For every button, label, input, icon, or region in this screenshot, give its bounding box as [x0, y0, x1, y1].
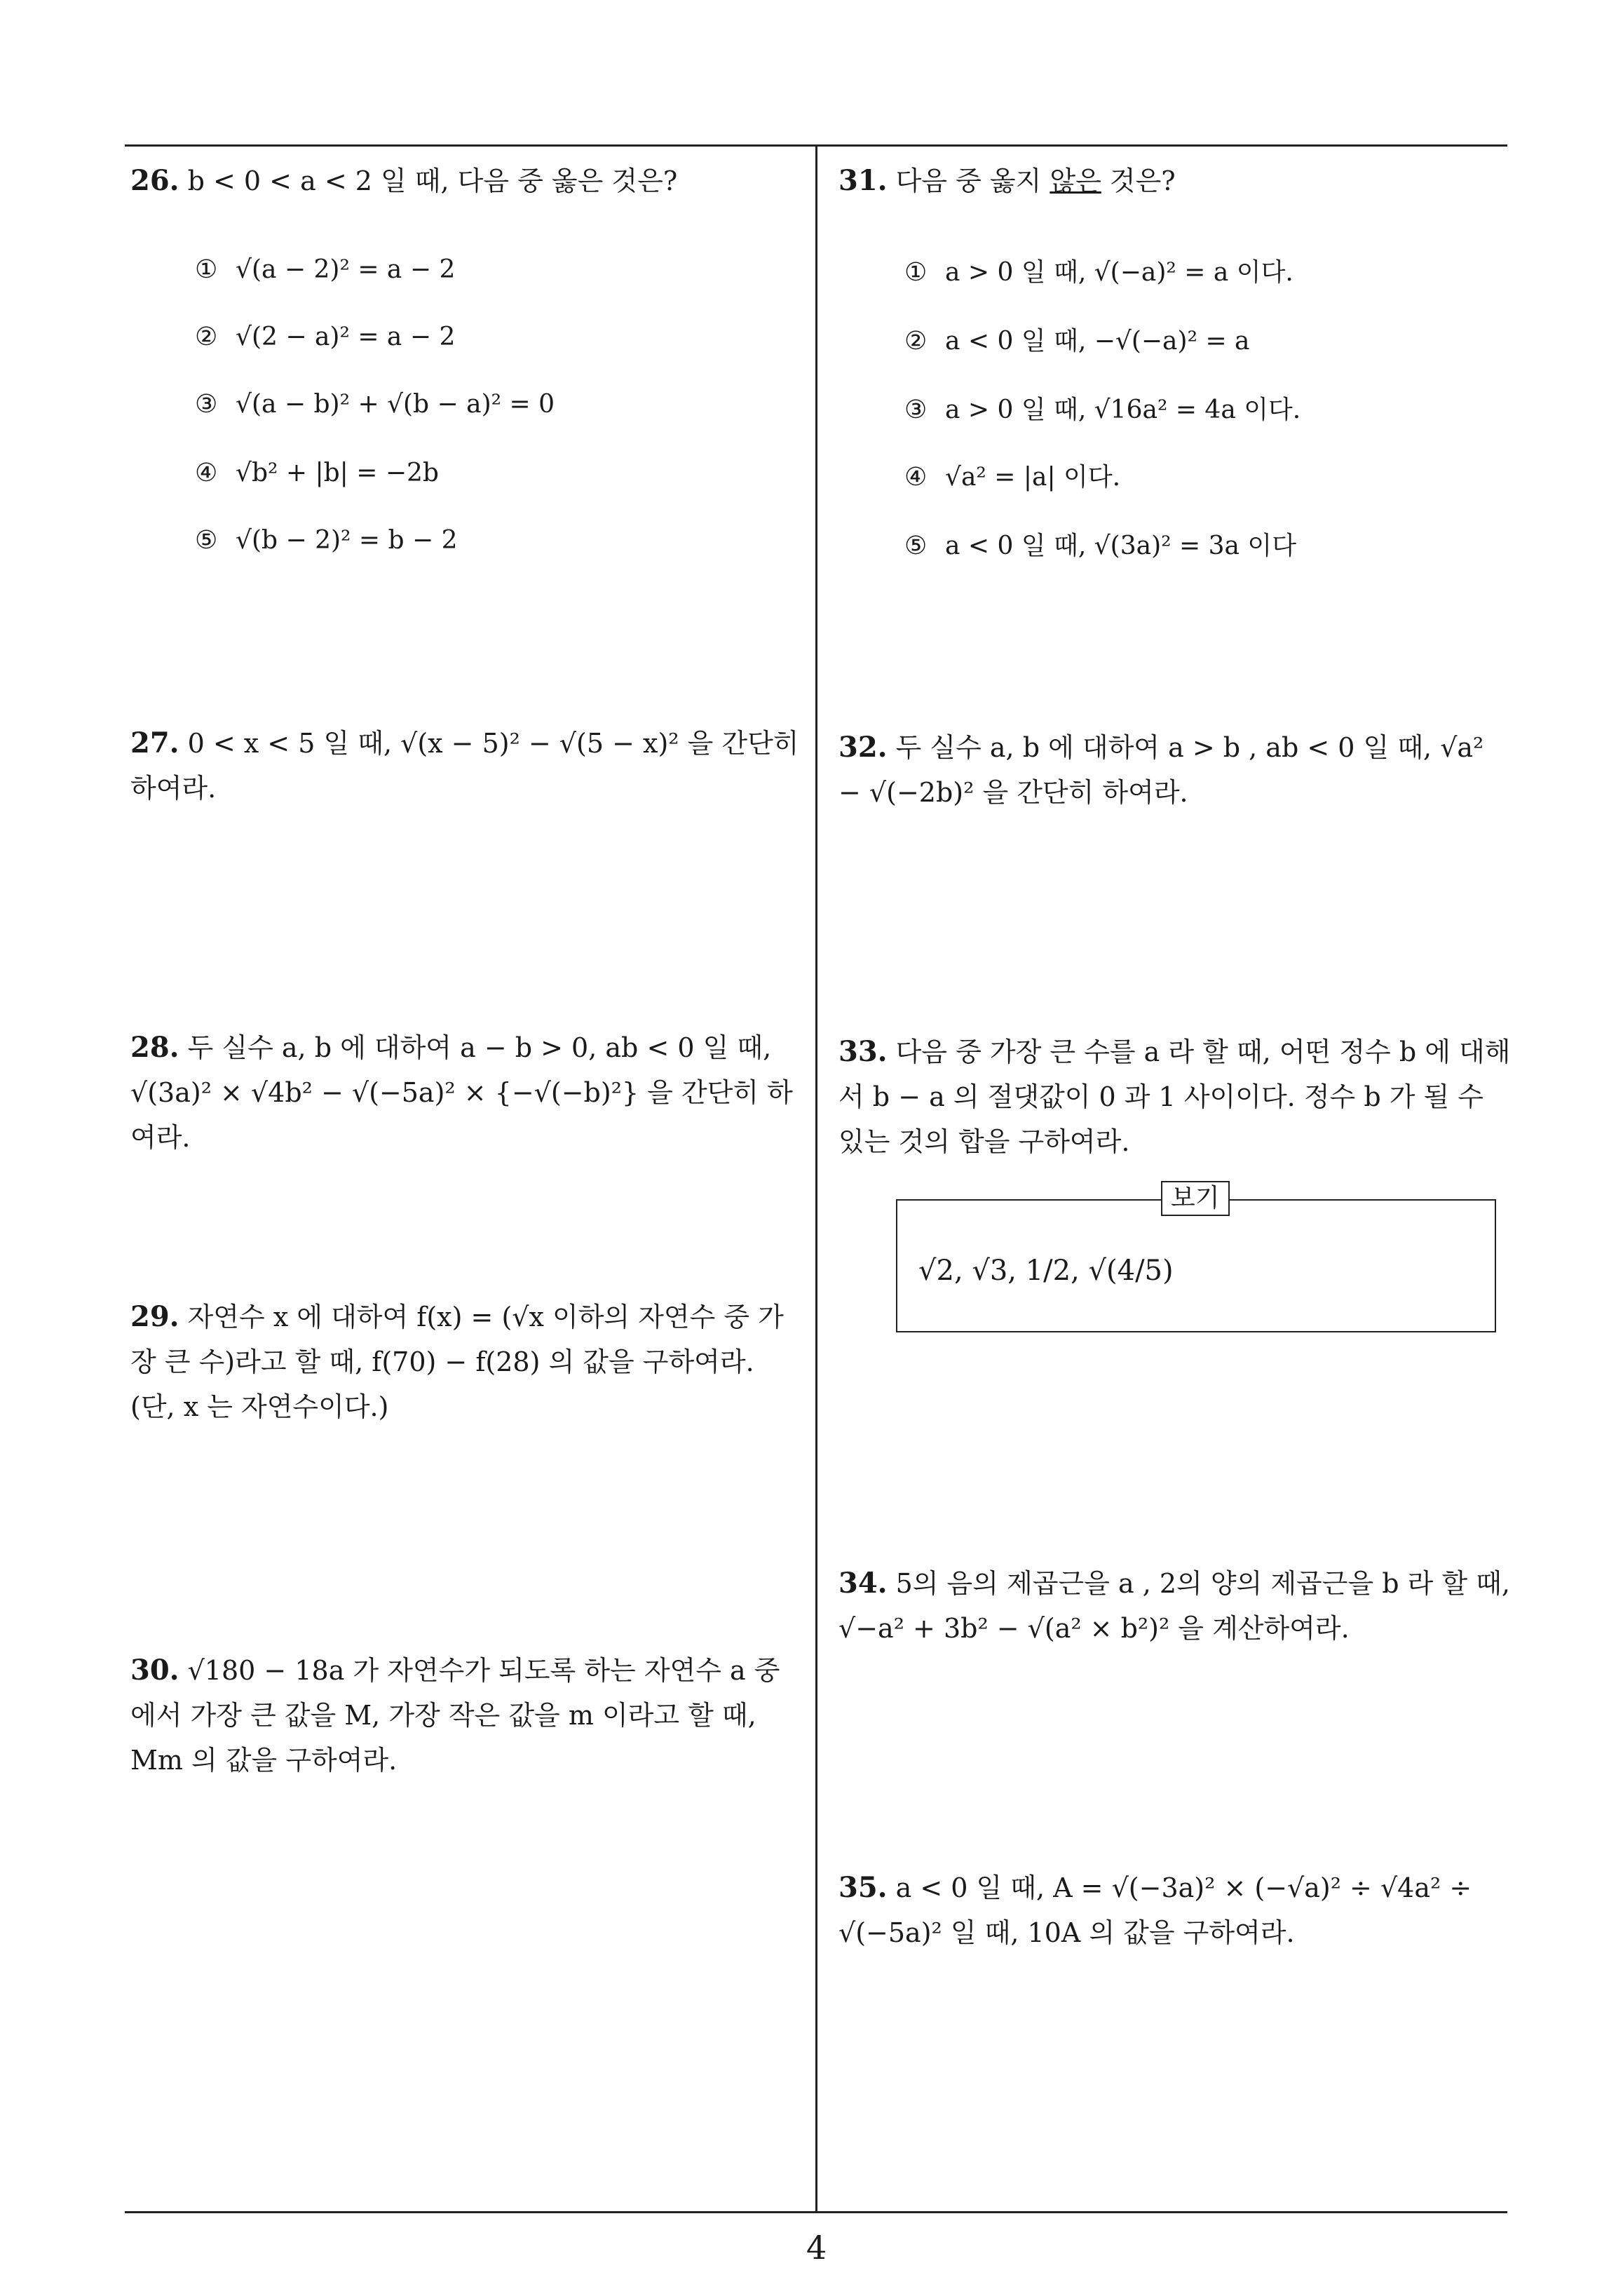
- option-mark: ②: [904, 327, 928, 356]
- question-text: 두 실수 a, b 에 대하여 a > b , ab < 0 일 때, √a² − √(−2b)² 을 간단히 하여라.: [838, 732, 1484, 808]
- option-mark: ③: [195, 390, 218, 419]
- option-text: a < 0 일 때, √(3a)² = 3a 이다: [945, 532, 1296, 560]
- question-text: 것은?: [1101, 166, 1176, 196]
- option-mark: ④: [904, 463, 928, 492]
- option-4: [195, 456, 439, 491]
- option-text: √a² = |a| 이다.: [945, 463, 1121, 492]
- question-text-underlined: 않은: [1050, 166, 1101, 196]
- option-mark: ⑤: [904, 532, 928, 560]
- option-mark: ④: [195, 459, 218, 487]
- option-text: a < 0 일 때, −√(−a)² = a: [945, 327, 1250, 356]
- option-1: [195, 252, 455, 288]
- question-33: [838, 1029, 1512, 1164]
- option-2: [195, 320, 455, 355]
- option-mark: ⑤: [195, 526, 218, 555]
- question-number: 33.: [838, 1035, 888, 1068]
- question-text: 다음 중 가장 큰 수를 a 라 할 때, 어떤 정수 b 에 대해서 b − a 의 절댓값이 0 과 1 사이이다. 정수 b 가 될 수 있는 것의 합을 구하여라.: [838, 1036, 1511, 1157]
- question-28: [130, 1025, 803, 1160]
- option-3: [904, 393, 1301, 428]
- option-2: [904, 324, 1250, 359]
- option-1: [904, 255, 1293, 290]
- option-3: [195, 387, 555, 422]
- option-text: √(2 − a)² = a − 2: [236, 323, 456, 351]
- option-text: √(b − 2)² = b − 2: [236, 526, 458, 555]
- question-27: [130, 721, 803, 811]
- option-text: √(a − b)² + √(b − a)² = 0: [236, 390, 555, 419]
- option-mark: ①: [195, 255, 218, 284]
- question-text: a < 0 일 때, A = √(−3a)² × (−√a)² ÷ √4a² ÷ √(−5a)² 일 때, 10A 의 값을 구하여라.: [838, 1872, 1472, 1948]
- bogi-content: √2, √3, 1/2, √(4/5): [918, 1255, 1174, 1287]
- bogi-box: [896, 1199, 1496, 1332]
- question-number: 26.: [130, 164, 179, 197]
- option-text: a > 0 일 때, √(−a)² = a 이다.: [945, 258, 1293, 287]
- option-4: [904, 460, 1120, 495]
- question-text: b < 0 < a < 2 일 때, 다음 중 옳은 것은?: [187, 166, 678, 196]
- question-text: 0 < x < 5 일 때, √(x − 5)² − √(5 − x)² 을 간단히 하여라.: [130, 728, 799, 804]
- question-30: [130, 1648, 803, 1783]
- option-text: a > 0 일 때, √16a² = 4a 이다.: [945, 396, 1301, 424]
- option-text: √(a − 2)² = a − 2: [236, 255, 456, 284]
- question-34: [838, 1561, 1512, 1651]
- option-mark: ②: [195, 323, 218, 351]
- option-5: [904, 529, 1296, 564]
- question-number: 28.: [130, 1031, 179, 1064]
- question-29: [130, 1295, 803, 1429]
- question-number: 27.: [130, 727, 179, 759]
- bogi-label: 보기: [1161, 1181, 1230, 1216]
- question-number: 34.: [838, 1567, 888, 1600]
- question-text: 다음 중 옳지: [895, 166, 1050, 196]
- question-31: [838, 158, 1512, 203]
- question-35: [838, 1865, 1512, 1955]
- question-number: 31.: [838, 164, 888, 197]
- question-text: 5의 음의 제곱근을 a , 2의 양의 제곱근을 b 라 할 때, √−a² + 3b² − √(a² × b²)² 을 계산하여라.: [838, 1568, 1510, 1644]
- question-text: √180 − 18a 가 자연수가 되도록 하는 자연수 a 중에서 가장 큰 값을 M, 가장 작은 값을 m 이라고 할 때, Mm 의 값을 구하여라.: [130, 1655, 780, 1776]
- question-number: 32.: [838, 731, 888, 764]
- question-number: 35.: [838, 1871, 888, 1904]
- option-text: √b² + |b| = −2b: [236, 459, 439, 487]
- column-divider: [815, 144, 817, 2213]
- question-number: 30.: [130, 1654, 179, 1687]
- question-text: 자연수 x 에 대하여 f(x) = (√x 이하의 자연수 중 가장 큰 수)라고 할 때, f(70) − f(28) 의 값을 구하여라. (단, x 는 자연수이다.): [130, 1302, 784, 1422]
- option-5: [195, 523, 458, 558]
- option-mark: ③: [904, 396, 928, 424]
- question-number: 29.: [130, 1300, 179, 1333]
- question-32: [838, 725, 1512, 815]
- option-mark: ①: [904, 258, 928, 287]
- question-26: [130, 158, 803, 203]
- question-text: 두 실수 a, b 에 대하여 a − b > 0, ab < 0 일 때, √(3a)² × √4b² − √(−5a)² × {−√(−b)²} 을 간단히 하여라.: [130, 1032, 793, 1153]
- bottom-rule: [125, 2211, 1507, 2213]
- page-number: 4: [806, 2229, 827, 2267]
